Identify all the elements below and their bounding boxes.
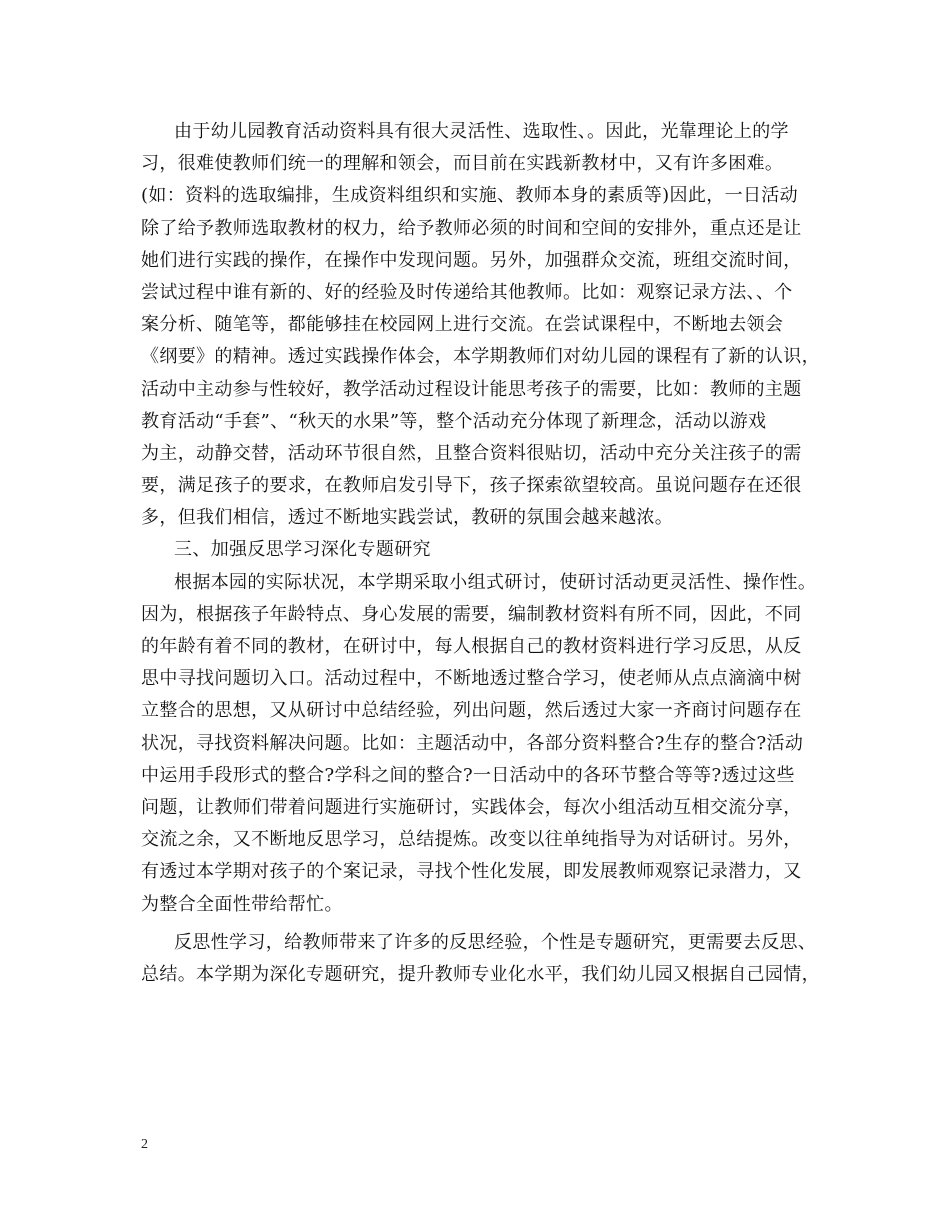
text-line: (如：资料的选取编排，生成资料组织和实施、教师本身的素质等)因此，一日活动 (141, 185, 798, 207)
text-line: 《纲要》的精神。透过实践操作体会，本学期教师们对幼儿园的课程有了新的认识， (141, 346, 820, 368)
text-line: 多，但我们相信，透过不断地实践尝试，教研的氛围会越来越浓。 (141, 507, 674, 529)
text-line: 除了给予教师选取教材的权力，给予教师必须的时间和空间的安排外，重点还是让 (141, 217, 802, 239)
text-line: 要，满足孩子的要求，在教师启发引导下，孩子探索欲望较高。虽说问题存在还很 (141, 475, 802, 497)
text-line: 为整合全面性带给帮忙。 (141, 893, 343, 915)
page-number: 2 (141, 1137, 148, 1152)
text-line: 有透过本学期对孩子的个案记录，寻找个性化发展，即发展教师观察记录潜力，又 (141, 861, 802, 883)
text-line: 思中寻找问题切入口。活动过程中，不断地透过整合学习，使老师从点点滴滴中树 (141, 668, 802, 690)
text-line: 活动中主动参与性较好，教学活动过程设计能思考孩子的需要，比如：教师的主题 (141, 378, 802, 400)
text-line: 立整合的思想，又从研讨中总结经验，列出问题，然后透过大家一齐商讨问题存在 (141, 700, 802, 722)
text-line: 她们进行实践的操作，在操作中发现问题。另外，加强群众交流，班组交流时间， (141, 249, 802, 271)
text-line: 总结。本学期为深化专题研究，提升教师专业化水平，我们幼儿园又根据自己园情， (141, 963, 820, 985)
text-line: 的年龄有着不同的教材，在研讨中，每人根据自己的教材资料进行学习反思，从反 (141, 636, 802, 657)
text-line: 由于幼儿园教育活动资料具有很大灵活性、选取性、。因此，光靠理论上的学 (174, 121, 789, 142)
text-line: 因为，根据孩子年龄特点、身心发展的需要，编制教材资料有所不同，因此，不同 (141, 603, 802, 625)
text-line: 问题，让教师们带着问题进行实施研讨，实践体会，每次小组活动互相交流分享， (141, 796, 802, 818)
text-line: 教育活动“手套”、“秋天的水果”等，整个活动充分体现了新理念，活动以游戏 (141, 410, 767, 432)
text-line: 反思性学习，给教师带来了许多的反思经验，个性是专题研究，更需要去反思、 (174, 931, 817, 953)
text-line: 案分析、随笔等，都能够挂在校园网上进行交流。在尝试课程中，不断地去领会 (141, 314, 784, 336)
text-line: 根据本园的实际状况，本学期采取小组式研讨，使研讨活动更灵活性、操作性。 (174, 571, 817, 593)
body-text (141, 116, 831, 991)
text-line: 状况，寻找资料解决问题。比如：主题活动中，各部分资料整合?生存的整合?活动 (141, 732, 804, 754)
text-line: 为主，动静交替，活动环节很自然，且整合资料很贴切，活动中充分关注孩子的需 (141, 442, 802, 464)
text-line: 习，很难使教师们统一的理解和领会，而目前在实践新教材中，又有许多困难。 (141, 153, 784, 175)
section-heading: 三、加强反思学习深化专题研究 (174, 539, 431, 561)
text-line: 尝试过程中谁有新的、好的经验及时传递给其他教师。比如：观察记录方法、、个 (141, 281, 793, 303)
text-line: 交流之余，又不断地反思学习，总结提炼。改变以往单纯指导为对话研讨。另外， (141, 829, 802, 851)
text-line: 中运用手段形式的整合?学科之间的整合?一日活动中的各环节整合等等?透过这些 (141, 764, 795, 786)
